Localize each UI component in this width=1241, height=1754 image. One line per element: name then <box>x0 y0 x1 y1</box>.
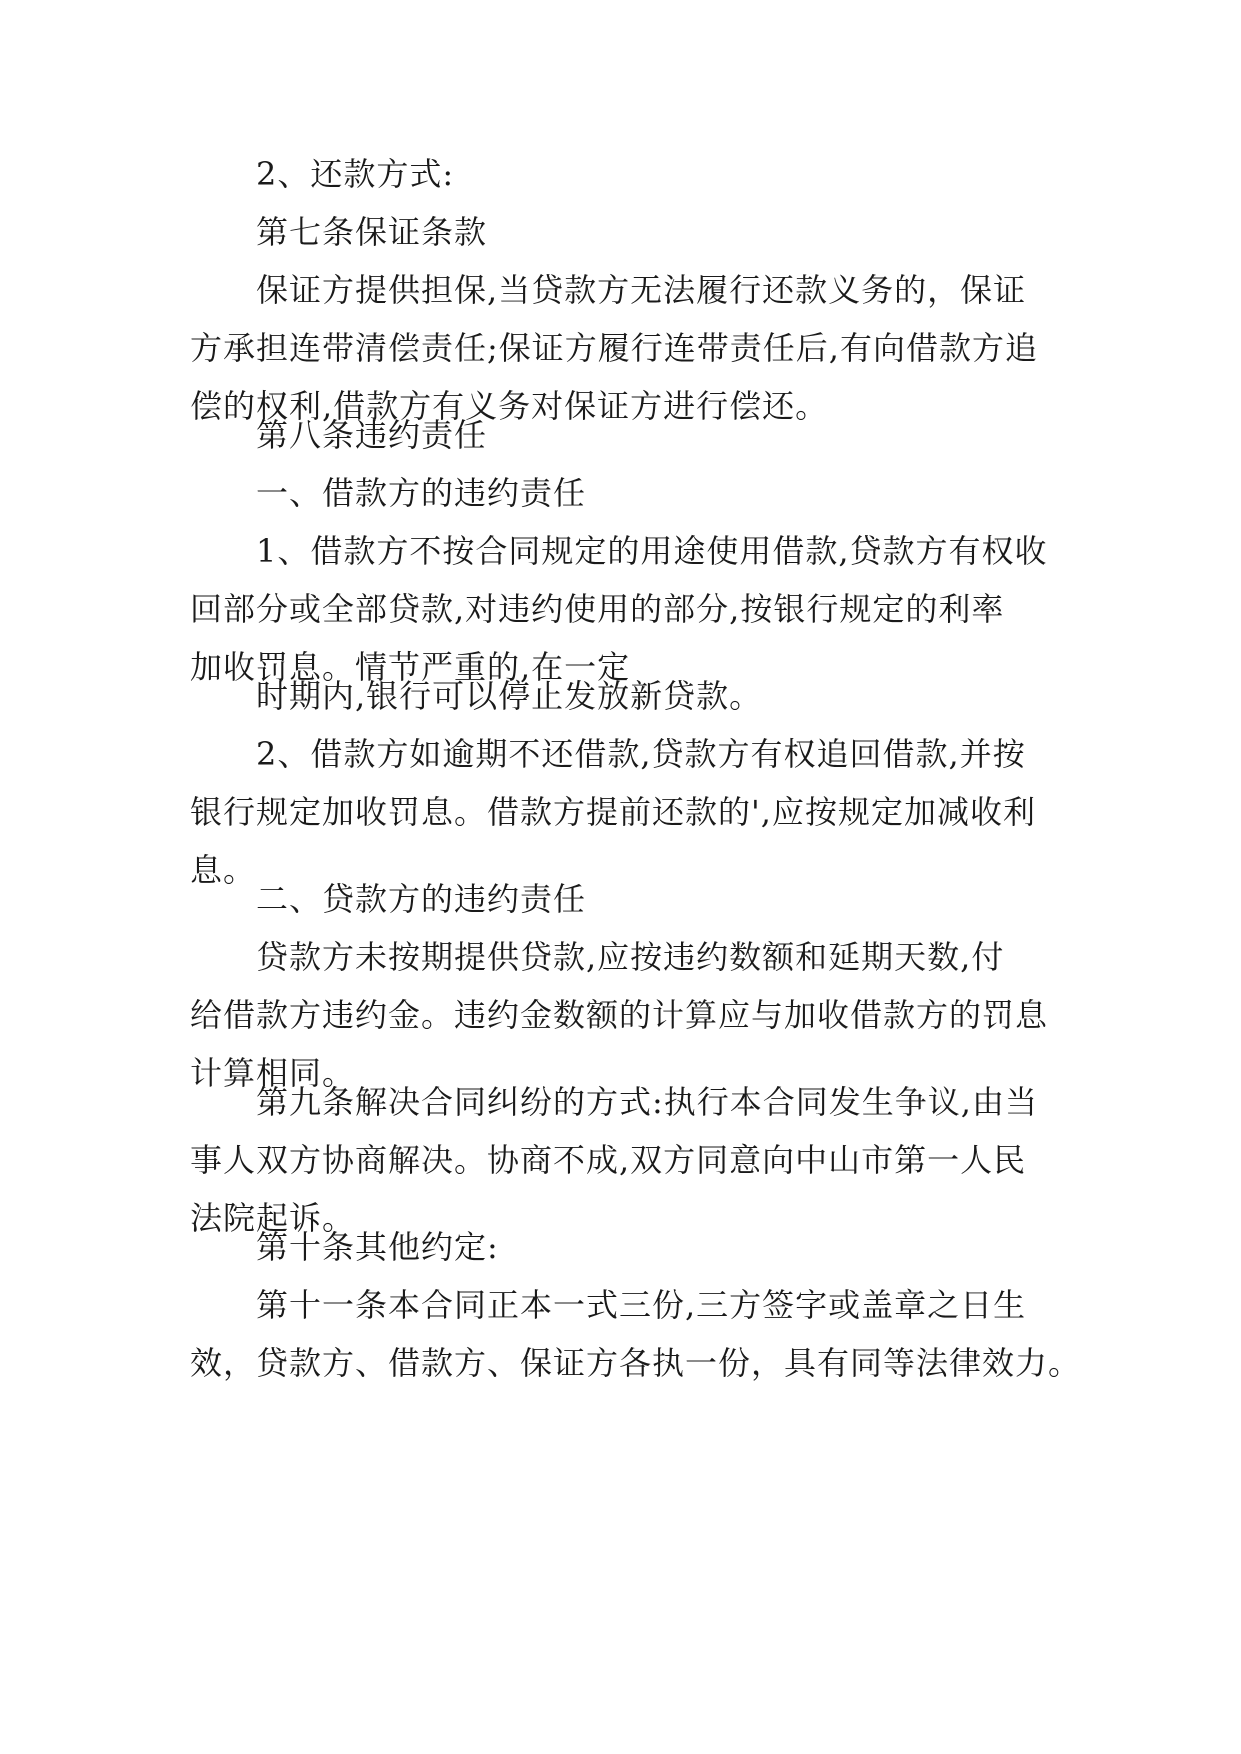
text-line: 给借款方违约金。违约金数额的计算应与加收借款方的罚息 <box>190 996 1049 1034</box>
text-line: 第十条其他约定: <box>256 1228 499 1266</box>
text-line: 时期内,银行可以停止发放新贷款。 <box>256 677 763 715</box>
paragraph-stop-loans <box>190 667 1050 725</box>
text-line: 第八条违约责任 <box>256 416 488 454</box>
heading-borrower-liability <box>190 464 1050 522</box>
text-line: 2、还款方式: <box>256 155 455 193</box>
text-line: 保证方提供担保,当贷款方无法履行还款义务的，保证 <box>256 271 1027 309</box>
text-line: 效，贷款方、借款方、保证方各执一份，具有同等法律效力。 <box>190 1344 1082 1382</box>
text-line: 事人双方协商解决。协商不成,双方同意向中山市第一人民 <box>190 1141 1027 1179</box>
text-line: 方承担连带清偿责任;保证方履行连带责任后,有向借款方追 <box>190 329 1038 367</box>
heading-article-8 <box>190 406 1050 464</box>
text-line: 偿的权利,借款方有义务对保证方进行偿还。 <box>190 387 829 425</box>
paragraph-repayment-method <box>190 145 1050 203</box>
text-line: 回部分或全部贷款,对违约使用的部分,按银行规定的利率 <box>190 590 1005 628</box>
text-line: 法院起诉。 <box>190 1199 356 1237</box>
text-line: 息。 <box>190 851 257 889</box>
heading-article-10 <box>190 1218 1050 1276</box>
text-line: 1、借款方不按合同规定的用途使用借款,贷款方有权收 <box>256 532 1048 570</box>
text-line: 一、借款方的违约责任 <box>256 474 587 512</box>
text-line: 计算相同。 <box>190 1054 356 1092</box>
text-line: 2、借款方如逾期不还借款,贷款方有权追回借款,并按 <box>256 735 1026 773</box>
text-line: 第七条保证条款 <box>256 213 488 251</box>
text-line: 第十一条本合同正本一式三份,三方签字或盖章之日生 <box>256 1286 1027 1324</box>
heading-article-7 <box>190 203 1050 261</box>
text-line: 贷款方未按期提供贷款,应按违约数额和延期天数,付 <box>256 938 1005 976</box>
text-line: 第九条解决合同纠纷的方式:执行本合同发生争议,由当 <box>256 1083 1038 1121</box>
text-line: 二、贷款方的违约责任 <box>256 880 587 918</box>
paragraph-article-11-copies <box>190 1276 1082 1392</box>
heading-lender-liability <box>190 870 1050 928</box>
text-line: 加收罚息。情节严重的,在一定 <box>190 648 631 686</box>
text-line: 银行规定加收罚息。借款方提前还款的',应按规定加减收利 <box>190 793 1036 831</box>
